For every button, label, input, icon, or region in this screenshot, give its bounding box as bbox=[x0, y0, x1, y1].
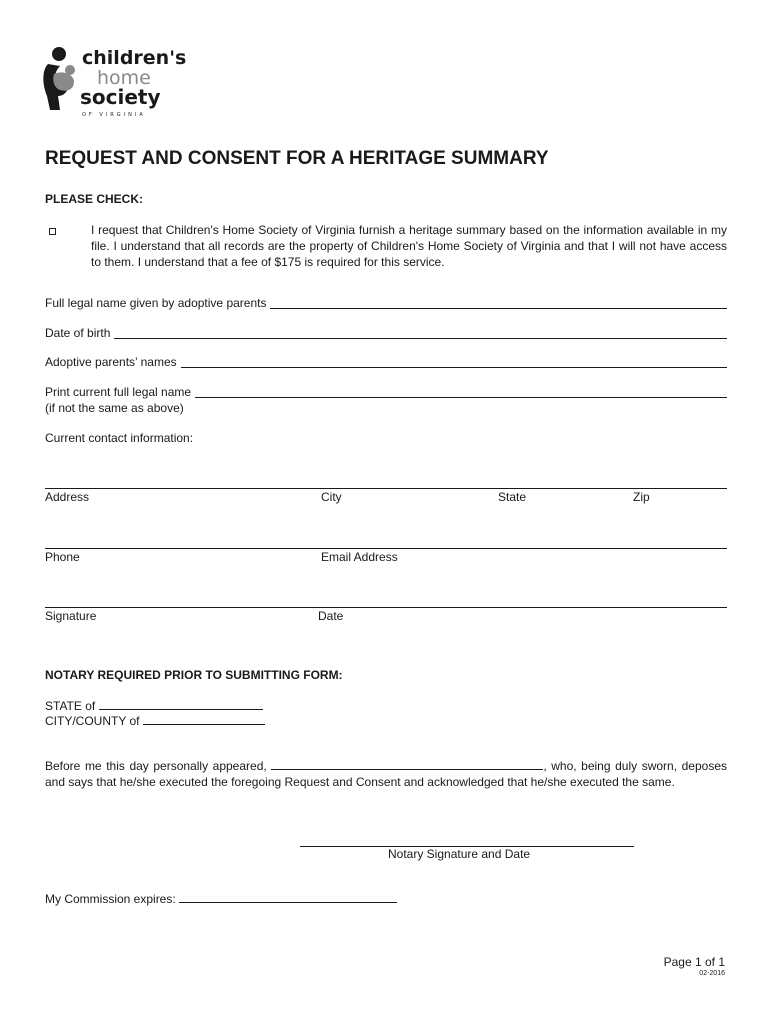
city-county-of-line[interactable] bbox=[143, 713, 265, 725]
request-text: I request that Children's Home Society of Virginia furnish a heritage summary based on the information available in my file. I understand that all records are the property of Children's Home Society of Virginia and that I will not have access to them. I understand that a fee of $175 is required for this service. bbox=[91, 223, 727, 269]
commission-expires-line[interactable] bbox=[179, 891, 397, 903]
address-label: Address bbox=[45, 490, 90, 504]
logo-line3: society bbox=[80, 85, 161, 109]
state-of-line[interactable] bbox=[99, 698, 263, 710]
city-label: City bbox=[321, 490, 342, 504]
notary-paragraph-start: Before me this day personally appeared, bbox=[45, 759, 267, 773]
page-number: Page 1 of 1 bbox=[663, 955, 725, 969]
print-current-name-label: Print current full legal name bbox=[45, 385, 192, 399]
notary-heading: NOTARY REQUIRED PRIOR TO SUBMITTING FORM: bbox=[45, 668, 343, 682]
signature-date-line[interactable] bbox=[45, 607, 727, 608]
address-line[interactable] bbox=[45, 488, 727, 489]
print-current-name-sublabel: (if not the same as above) bbox=[45, 401, 184, 415]
please-check-heading: PLEASE CHECK: bbox=[45, 192, 144, 206]
print-current-name-field[interactable] bbox=[45, 385, 727, 399]
adult-child-figure-icon bbox=[43, 47, 75, 110]
request-checkbox[interactable] bbox=[49, 228, 56, 235]
commission-expires-label: My Commission expires: bbox=[45, 892, 176, 906]
date-of-birth-field[interactable] bbox=[45, 326, 727, 340]
signature-label: Signature bbox=[45, 609, 97, 623]
logo-line1: children's bbox=[82, 47, 187, 69]
logo-line2: home bbox=[97, 67, 151, 89]
adoptive-parents-field[interactable] bbox=[45, 355, 727, 369]
print-current-name-line[interactable] bbox=[195, 385, 727, 398]
revision-date: 02-2016 bbox=[699, 970, 725, 977]
adoptive-parents-line[interactable] bbox=[181, 355, 727, 368]
notary-paragraph bbox=[45, 758, 727, 790]
commission-expires-field[interactable] bbox=[45, 891, 397, 906]
state-of-field[interactable] bbox=[45, 698, 263, 713]
city-county-of-label: CITY/COUNTY of bbox=[45, 714, 140, 728]
childrens-home-society-logo bbox=[40, 44, 190, 120]
full-legal-name-label: Full legal name given by adoptive parents bbox=[45, 296, 267, 310]
state-label: State bbox=[498, 490, 527, 504]
notary-signature-label: Notary Signature and Date bbox=[388, 847, 531, 861]
date-label: Date bbox=[318, 609, 344, 623]
full-legal-name-field[interactable] bbox=[45, 296, 727, 310]
full-legal-name-line[interactable] bbox=[270, 296, 727, 309]
phone-email-line[interactable] bbox=[45, 548, 727, 549]
logo-line4: OF VIRGINIA bbox=[82, 112, 146, 118]
page-title: REQUEST AND CONSENT FOR A HERITAGE SUMMARY bbox=[45, 148, 549, 169]
notary-paragraph-end: , who, being duly sworn, deposes and says that he/she executed the foregoing Request and Consent and acknowledged that he/she executed the same. bbox=[45, 759, 727, 789]
zip-label: Zip bbox=[633, 490, 650, 504]
current-contact-label: Current contact information: bbox=[45, 431, 194, 445]
email-label: Email Address bbox=[321, 550, 398, 564]
state-of-label: STATE of bbox=[45, 699, 96, 713]
appeared-name-line[interactable] bbox=[271, 758, 543, 770]
city-county-of-field[interactable] bbox=[45, 713, 265, 728]
date-of-birth-line[interactable] bbox=[114, 326, 727, 339]
phone-label: Phone bbox=[45, 550, 80, 564]
date-of-birth-label: Date of birth bbox=[45, 326, 111, 340]
adoptive-parents-label: Adoptive parents’ names bbox=[45, 355, 177, 369]
